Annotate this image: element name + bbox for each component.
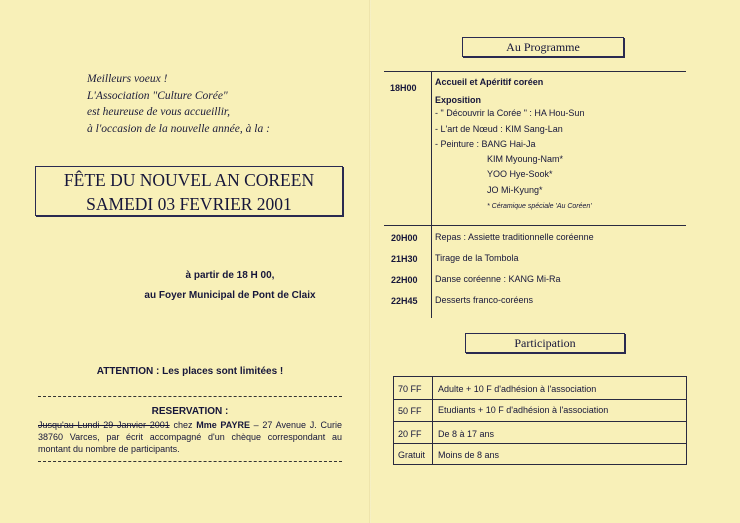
event-title-box	[35, 166, 343, 216]
greeting-line: L'Association "Culture Corée"	[87, 89, 228, 102]
reservation-chez: chez	[169, 420, 197, 430]
programme-time: 22H00	[391, 275, 418, 285]
event-time: à partir de 18 H 00,	[185, 270, 275, 281]
programme-note: * Céramique spéciale 'Au Coréen'	[487, 203, 592, 210]
greeting-line: est heureuse de vous accueillir,	[87, 106, 230, 118]
programme-item: - " Découvrir la Corée " : HA Hou-Sun	[435, 108, 585, 118]
programme-item: - L'art de Nœud : KIM Sang-Lan	[435, 124, 563, 134]
programme-time: 18H00	[390, 83, 417, 93]
programme-time: 20H00	[391, 233, 418, 243]
price-row-rule	[394, 399, 686, 400]
programme-time: 22H45	[391, 296, 418, 306]
reservation-deadline: Jusqu'au Lundi 29 Janvier 2001	[38, 420, 170, 430]
reservation-text	[38, 419, 342, 455]
reservation-details: – 27 Avenue J. Curie 38760 Varces, par écrit accompagné d'un chèque correspondant au montant du nombre de participants.	[38, 420, 342, 454]
divider	[38, 461, 342, 462]
price-description: Adulte + 10 F d'adhésion à l'association	[438, 384, 597, 394]
programme-item: Danse coréenne : KANG Mi-Ra	[435, 274, 561, 284]
programme-item: JO Mi-Kyung*	[487, 185, 543, 195]
event-date: SAMEDI 03 FEVRIER 2001	[86, 194, 292, 214]
programme-item: Accueil et Apéritif coréen	[435, 77, 544, 87]
event-title: FÊTE DU NOUVEL AN COREEN	[63, 170, 315, 190]
programme-item: KIM Myoung-Nam*	[487, 154, 564, 164]
event-place: au Foyer Municipal de Pont de Claix	[144, 290, 316, 301]
attention-notice: ATTENTION : Les places sont limitées !	[96, 366, 284, 377]
price-row-rule	[394, 421, 686, 422]
programme-item: Desserts franco-coréens	[435, 295, 534, 305]
programme-mid-rule	[384, 225, 686, 226]
greeting-line: Meilleurs voeux !	[87, 73, 168, 85]
price-table	[393, 376, 687, 465]
programme-item: YOO Hye-Sook*	[487, 169, 553, 179]
reservation-title: RESERVATION :	[151, 406, 229, 417]
page-fold	[369, 0, 371, 523]
price-row-rule	[394, 443, 686, 444]
price-amount: 50 FF	[398, 406, 422, 416]
divider	[38, 396, 342, 397]
greeting-line: à l'occasion de la nouvelle année, à la :	[87, 122, 270, 135]
programme-top-rule	[384, 71, 686, 72]
programme-time: 21H30	[391, 254, 418, 264]
programme-item: Exposition	[435, 95, 482, 105]
price-amount: 70 FF	[398, 384, 422, 394]
programme-item: - Peinture : BANG Hai-Ja	[435, 139, 536, 149]
reservation-contact: Mme PAYRE	[196, 420, 250, 430]
event-details	[60, 266, 400, 306]
greeting-text	[87, 71, 347, 137]
programme-column-rule	[431, 71, 432, 318]
price-description: Moins de 8 ans	[438, 450, 500, 460]
participation-title: Participation	[465, 333, 625, 353]
price-amount: 20 FF	[398, 429, 422, 439]
programme-item: Tirage de la Tombola	[435, 253, 519, 263]
price-description: De 8 à 17 ans	[438, 429, 495, 439]
price-description: Etudiants + 10 F d'adhésion à l'association	[438, 405, 609, 415]
programme-item: Repas : Assiette traditionnelle coréenne	[435, 232, 594, 242]
price-amount: Gratuit	[398, 450, 426, 460]
programme-title: Au Programme	[462, 37, 624, 57]
